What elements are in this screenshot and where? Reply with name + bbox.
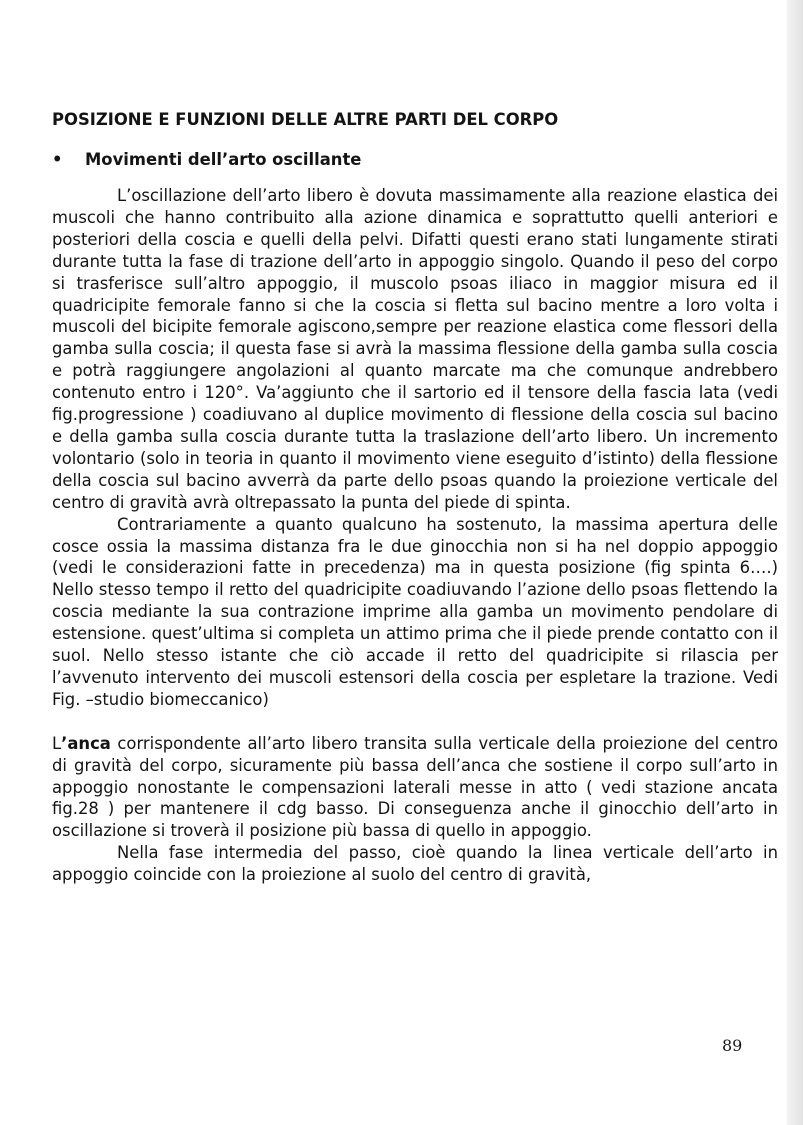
- page-edge-shadow: [787, 0, 803, 1125]
- paragraph-3: [52, 733, 778, 843]
- subheading-text: Movimenti dell’arto oscillante: [85, 150, 362, 169]
- section-heading: POSIZIONE E FUNZIONI DELLE ALTRE PARTI DEL CORPO: [52, 110, 559, 129]
- paragraph-4: Nella fase intermedia del passo, cioè quando la linea verticale dell’arto in appoggio coincide con la proiezione al suolo del centro di gravità,: [52, 843, 778, 885]
- bullet-subheading: [52, 150, 778, 170]
- paragraph-1: L’oscillazione dell’arto libero è dovuta massimamente alla reazione elastica dei muscoli che hanno contribuito alla azione dinamica e soprattutto quelli anteriori e posteriori della coscia e quelli della pelvi. Difatti questi erano stati lungamente stirati durante tutta la fase di trazione dell’arto in appoggio singolo. Quando il peso del corpo si trasferisce sull’altro appoggio, il muscolo psoas iliaco in maggior misura ed il quadricipite femorale fanno si che la coscia si fletta sul bacino mentre a loro volta i muscoli del bicipite femorale agiscono,sempre per reazione elastica come flessori della gamba sulla coscia; il questa fase si avrà la massima flessione della gamba sulla coscia e potrà raggiungere angolazioni al quanto marcate ma che comunque andrebbero contenuto entro i 120°. Va’aggiunto che il sartorio ed il tensore della fascia lata (vedi fig.progressione ) coadiuvano al duplice movimento di flessione della coscia sul bacino e della gamba sulla coscia durante tutta la traslazione dell’arto libero. Un incremento volontario (solo in teoria in quanto il movimento viene eseguito d’istinto) della flessione della coscia sul bacino avverrà da parte dello psoas quando la proiezione verticale del centro di gravità avrà oltrepassato la punta del piede di spinta.: [52, 186, 778, 512]
- page-number: 89: [722, 1036, 743, 1055]
- bullet-icon: •: [52, 150, 63, 169]
- paragraph-3-text: corrispondente all’arto libero transita sulla verticale della proiezione del centro di gravità del corpo, sicuramente più bassa dell’anca che sostiene il corpo sull’arto in appoggio nonostante le compensazioni laterali messe in atto ( vedi stazione ancata fig.28 ) per mantenere il cdg basso. Di conseguenza anche il ginocchio dell’arto in oscillazione si troverà il posizione più bassa di quello in appoggio.: [52, 733, 778, 841]
- paragraph-2: Contrariamente a quanto qualcuno ha sostenuto, la massima apertura delle cosce ossia la massima distanza fra le due ginocchia non si ha nel doppio appoggio (vedi le considerazioni fatte in precedenza) ma in questa posizione (fig spinta 6….) Nello stesso tempo il retto del quadricipite coadiuvando l’azione dello psoas flettendo la coscia mediante la sua contrazione imprime alla gamba un movimento pendolare di estensione. quest’ultima si completa un attimo prima che il piede prende contatto con il suol. Nello stesso istante che ciò accade il retto del quadricipite si rilascia per l’avvenuto intervento dei muscoli estensori della coscia per espletare la trazione. Vedi Fig. –studio biomeccanico): [52, 514, 778, 709]
- document-page: [52, 110, 778, 886]
- paragraph-3-bold-term: ’anca: [61, 733, 111, 753]
- paragraph-gap: [52, 711, 778, 733]
- paragraph-3-prefix: L: [52, 733, 62, 753]
